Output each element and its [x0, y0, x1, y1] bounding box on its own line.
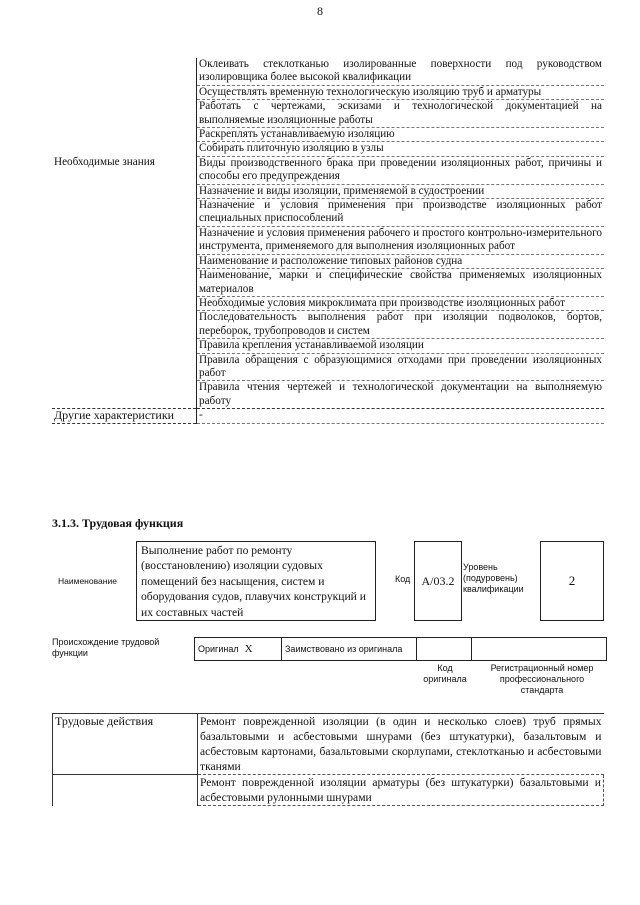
action-item: Ремонт поврежденной изоляции арматуры (без штукатурки) базальтовыми и асбестовыми рулонными шнурами [198, 775, 604, 806]
knowledge-item: Наименование, марки и специфические свойства применяемых изоляционных материалов [197, 269, 605, 297]
knowledge-item: Назначение и условия применения при производстве изоляционных работ специальных приспособлений [197, 199, 605, 227]
actions-label: Трудовые действия [53, 714, 198, 775]
level-label: Уровень (подуровень) квалификации [463, 562, 524, 594]
skill-item: Осуществлять временную технологическую изоляцию труб и арматуры [197, 85, 605, 99]
skill-item: Оклеивать стеклотканью изолированные поверхности под руководством изолировщика более высокой квалификации [197, 58, 605, 85]
original-code-cell [417, 638, 472, 661]
knowledge-label: Необходимые знания [52, 156, 197, 184]
origin-original-label: Оригинал [198, 644, 239, 654]
knowledge-item: Назначение и виды изоляции, применяемой в судостроении [197, 184, 605, 198]
other-characteristics-value: - [197, 409, 605, 423]
reg-number-cell [472, 638, 607, 661]
origin-table [194, 637, 607, 661]
skill-item: Работать с чертежами, эскизами и технологической документацией на выполняемые изоляционные работы [197, 100, 605, 128]
action-item: Ремонт поврежденной изоляции (в один и несколько слоев) труб прямых базальтовыми и асбестовыми шнурами (без штукатурки), базальтовым и асбестовым картонами, базальтовыми скорлупами, стеклотканью и асбестовыми тканями [198, 714, 604, 775]
knowledge-item: Необходимые условия микроклимата при производстве изоляционных работ [197, 296, 605, 310]
page-number: 8 [317, 4, 323, 18]
skill-item: Раскреплять устанавливаемую изоляцию [197, 128, 605, 142]
origin-mark: X [244, 643, 253, 655]
function-code: A/03.2 [414, 541, 462, 621]
original-code-label: Код оригинала [423, 663, 467, 684]
name-label: Наименование [58, 576, 117, 586]
section-title: 3.1.3. Трудовая функция [52, 516, 184, 530]
level-value: 2 [540, 541, 604, 621]
knowledge-item: Правила чтения чертежей и технологической документации на выполняемую работу [197, 381, 605, 409]
actions-table [52, 713, 604, 806]
reg-number-label: Регистрационный номер профессионального стандарта [490, 663, 594, 695]
other-characteristics-label: Другие характеристики [52, 409, 197, 423]
origin-borrowed-label: Заимствовано из оригинала [282, 638, 417, 661]
function-name: Выполнение работ по ремонту (восстановлению) изоляции судовых помещений без насыщения, систем и оборудования судов, плавучих конструкций и их составных частей [136, 541, 376, 621]
code-label: Код [395, 574, 411, 584]
skill-item: Собирать плиточную изоляцию в узлы [197, 142, 605, 156]
knowledge-item: Последовательность выполнения работ при изоляции подволоков, бортов, переборок, трубопроводов и систем [197, 311, 605, 339]
origin-original-cell [195, 638, 282, 661]
knowledge-item: Виды производственного брака при проведении изоляционных работ, причины и способы его предупреждения [197, 156, 605, 184]
knowledge-item: Правила обращения с образующимися отходами при проведении изоляционных работ [197, 353, 605, 381]
knowledge-item: Наименование и расположение типовых районов судна [197, 254, 605, 268]
knowledge-item: Назначение и условия применения рабочего и простого контрольно-измерительного инструмента, применяемого для выполнения изоляционных работ [197, 226, 605, 254]
knowledge-item: Правила крепления устанавливаемой изоляции [197, 339, 605, 353]
origin-label: Происхождение трудовой функции [52, 637, 160, 658]
requirements-table [52, 58, 604, 424]
